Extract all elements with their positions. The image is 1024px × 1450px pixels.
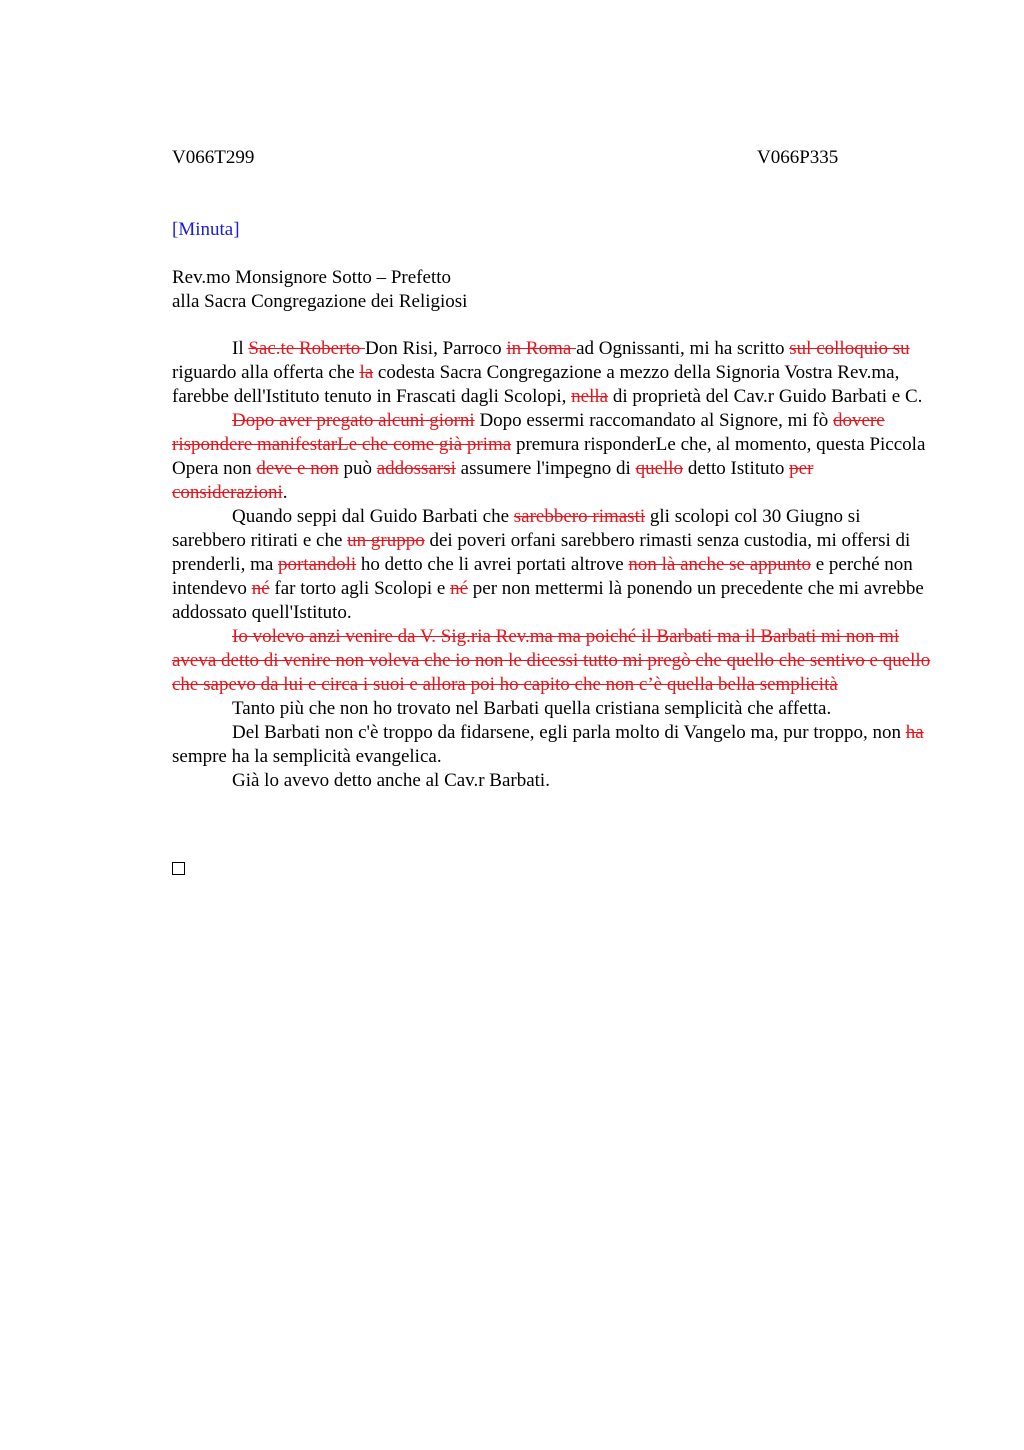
paragraph bbox=[172, 337, 932, 409]
paragraph bbox=[172, 625, 932, 697]
deleted-text: non là anche se appunto bbox=[628, 554, 811, 575]
text-segment: Dopo essermi raccomandato al Signore, mi fò bbox=[474, 410, 833, 431]
paragraph bbox=[172, 769, 932, 793]
text-segment: per non mettermi là ponendo un precedente che mi avrebbe addossato quell'Istituto. bbox=[172, 578, 924, 623]
checkbox-symbol bbox=[172, 862, 185, 875]
deleted-text: quello bbox=[635, 458, 684, 479]
deleted-text: addossarsi bbox=[376, 458, 456, 479]
text-segment: di proprietà del Cav.r Guido Barbati e C. bbox=[608, 386, 923, 407]
text-segment: gli scolopi col 30 Giugno si sarebbero ritirati e che bbox=[172, 506, 861, 551]
recipient-address bbox=[172, 266, 467, 314]
text-segment: Quando seppi dal Guido Barbati che bbox=[232, 506, 514, 527]
address-line-1: Rev.mo Monsignore Sotto – Prefetto bbox=[172, 267, 451, 288]
text-segment: dei poveri orfani sarebbero rimasti senza custodia, mi offersi di prenderli, ma bbox=[172, 530, 911, 575]
address-line-2: alla Sacra Congregazione dei Religiosi bbox=[172, 291, 468, 312]
deleted-text: sarebbero rimasti bbox=[513, 506, 646, 527]
deleted-text: la bbox=[359, 362, 374, 383]
document-code-left: V066T299 bbox=[172, 147, 255, 168]
text-segment: Tanto più che non ho trovato nel Barbati quella cristiana semplicità che affetta. bbox=[232, 698, 832, 719]
paragraph bbox=[172, 409, 932, 505]
deleted-text: un gruppo bbox=[347, 530, 425, 551]
text-segment: . bbox=[282, 482, 288, 503]
text-segment: e perché non intendevo bbox=[172, 554, 913, 599]
text-segment: codesta Sacra Congregazione a mezzo della Signoria Vostra Rev.ma, farebbe dell'Istituto tenuto in Frascati dagli Scolopi, bbox=[172, 362, 900, 407]
text-segment: Il bbox=[232, 338, 249, 359]
letter-body bbox=[172, 337, 932, 793]
text-segment: può bbox=[338, 458, 377, 479]
text-segment: ho detto che li avrei portati altrove bbox=[356, 554, 629, 575]
deleted-text: deve e non bbox=[256, 458, 339, 479]
paragraph bbox=[172, 697, 932, 721]
text-segment: far torto agli Scolopi e bbox=[269, 578, 451, 599]
deleted-text: portandoli bbox=[278, 554, 357, 575]
deleted-text: Dopo aver pregato alcuni giorni bbox=[232, 410, 475, 431]
deleted-text: né bbox=[251, 578, 270, 599]
deleted-text: sul colloquio su bbox=[789, 338, 910, 359]
deleted-text: Sac.te Roberto bbox=[248, 338, 365, 359]
deleted-text: Io volevo anzi venire da V. Sig.ria Rev.ma ma poiché il Barbati ma il Barbati mi non mi aveva detto di venire non voleva che io non le dicessi tutto mi pregò che quello che sentivo e quello che sapevo da lui e circa i suoi e allora poi ho capito che non c’è quella bella semplicità bbox=[172, 626, 931, 695]
deleted-text: per considerazioni bbox=[172, 458, 814, 503]
deleted-text: ha bbox=[905, 722, 924, 743]
deleted-text: dovere rispondere manifestarLe che come già prima bbox=[172, 410, 885, 455]
deleted-text: nella bbox=[571, 386, 609, 407]
deleted-text: né bbox=[450, 578, 469, 599]
document-code-right: V066P335 bbox=[757, 147, 839, 168]
text-segment: riguardo alla offerta che bbox=[172, 362, 360, 383]
text-segment: Don Risi, Parroco bbox=[364, 338, 507, 359]
text-segment: sempre ha la semplicità evangelica. bbox=[172, 746, 442, 767]
text-segment: ad Ognissanti, mi ha scritto bbox=[576, 338, 790, 359]
paragraph bbox=[172, 505, 932, 625]
paragraph bbox=[172, 721, 932, 769]
text-segment: Già lo avevo detto anche al Cav.r Barbati. bbox=[232, 770, 550, 791]
text-segment: premura risponderLe che, al momento, questa Piccola Opera non bbox=[172, 434, 926, 479]
minuta-label: [Minuta] bbox=[172, 219, 240, 240]
deleted-text: in Roma bbox=[506, 338, 577, 359]
text-segment: assumere l'impegno di bbox=[455, 458, 636, 479]
text-segment: Del Barbati non c'è troppo da fidarsene, egli parla molto di Vangelo ma, pur troppo, non bbox=[232, 722, 906, 743]
text-segment: detto Istituto bbox=[683, 458, 790, 479]
